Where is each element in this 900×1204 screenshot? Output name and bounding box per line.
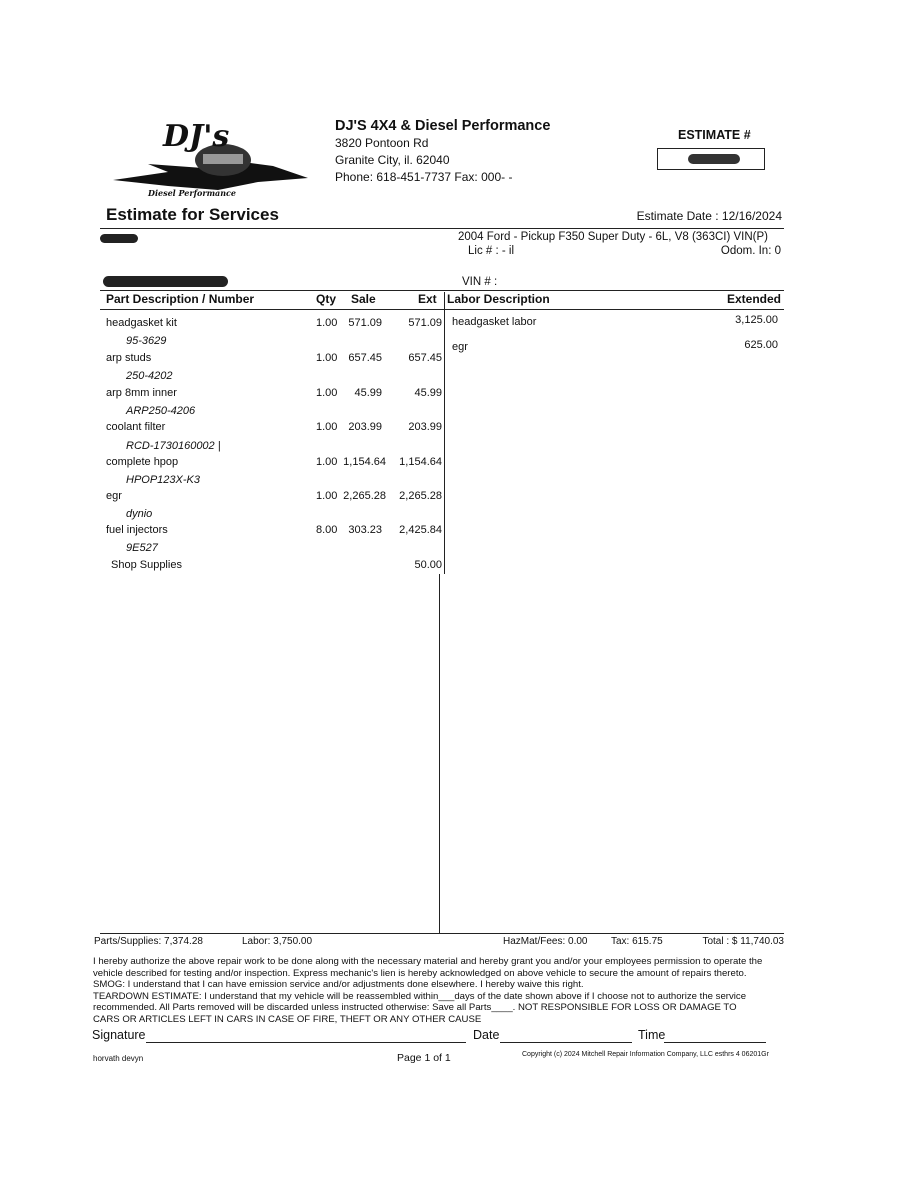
- labor-desc-header: Labor Description: [447, 292, 550, 306]
- company-info: [335, 118, 550, 186]
- labor-row: headgasket labor 3,125.00: [452, 314, 778, 328]
- parts-total: Parts/Supplies: 7,374.28: [94, 936, 203, 947]
- table-row: complete hpop 1.00 1,154.64 1,154.64: [106, 456, 442, 468]
- date-label: Date: [473, 1028, 500, 1042]
- part-number: 250-4202: [126, 370, 173, 382]
- page-number: Page 1 of 1: [397, 1052, 451, 1064]
- company-phone: Phone: 618-451-7737 Fax: 000- -: [335, 170, 513, 184]
- estimate-number-label: ESTIMATE #: [678, 128, 751, 142]
- part-number: 9E527: [126, 542, 158, 554]
- time-line: [664, 1042, 766, 1043]
- date-line: [500, 1042, 632, 1043]
- company-address: 3820 Pontoon Rd: [335, 136, 429, 150]
- document-title: Estimate for Services: [106, 205, 279, 224]
- table-row: arp studs 1.00 657.45 657.45: [106, 352, 442, 364]
- table-bottom-rule: [100, 933, 784, 934]
- grand-total: Total : $ 11,740.03: [702, 936, 784, 947]
- company-name: DJ'S 4X4 & Diesel Performance: [335, 118, 551, 134]
- hazmat-total: HazMat/Fees: 0.00: [503, 936, 588, 947]
- table-row: arp 8mm inner 1.00 45.99 45.99: [106, 387, 442, 399]
- ext-header: Ext: [418, 292, 437, 306]
- column-divider: [444, 292, 445, 574]
- part-number: HPOP123X-K3: [126, 474, 200, 486]
- redaction-mark: [688, 154, 740, 164]
- authorization-text: I hereby authorize the above repair work to be done along with the necessary material and hereby grant you and/or your employees permission to operate the vehicle described for testing and/or inspection. Express mechanic's lien is hereby acknowledged on above vehicle to secure the amount of repairs thereto. SMOG: I understand that I can have emission service and/or adjustments done elsewhere. I hereby waive this right. TEARDOWN ESTIMATE: I understand that my vehicle will be reassembled within___days of the date shown above if I choose not to authorize the service recommended. All Parts removed will be discarded unless instructed otherwise: Save all Parts____. NOT RESPONSIBLE FOR LOSS OR DAMAGE TO CARS OR ARTICLES LEFT IN CARS IN CASE OF FIRE, THEFT OR ANY OTHER CAUSE: [93, 956, 763, 1025]
- table-row: egr 1.00 2,265.28 2,265.28: [106, 490, 442, 502]
- sale-header: Sale: [351, 292, 376, 306]
- part-number: dynio: [126, 508, 153, 520]
- part-number: ARP250-4206: [126, 405, 196, 417]
- labor-ext-header: Extended: [726, 292, 781, 306]
- estimate-number-box: [657, 148, 765, 170]
- table-row: coolant filter 1.00 203.99 203.99: [106, 421, 442, 433]
- shop-logo: [108, 120, 323, 198]
- copyright: Copyright (c) 2024 Mitchell Repair Information Company, LLC esthrs 4 06201Gr: [522, 1051, 769, 1058]
- qty-header: Qty: [316, 292, 337, 306]
- vin-label: VIN # :: [462, 276, 498, 288]
- column-divider: [439, 574, 440, 934]
- table-row: headgasket kit 1.00 571.09 571.09: [106, 317, 442, 329]
- odometer: Odom. In: 0: [720, 245, 781, 257]
- parts-desc-header: Part Description / Number: [106, 292, 255, 306]
- vehicle-info: [458, 230, 781, 258]
- labor-total: Labor: 3,750.00: [242, 936, 313, 947]
- part-number: RCD-1730160002 |: [126, 440, 221, 452]
- redaction-mark: [100, 234, 138, 243]
- tax-total: Tax: 615.75: [611, 936, 663, 947]
- logo-subtext: Diesel Performance: [148, 188, 237, 198]
- time-label: Time: [638, 1028, 666, 1042]
- license-plate: Lic # : - il: [468, 245, 515, 257]
- labor-row: egr 625.00: [452, 339, 778, 353]
- table-row: Shop Supplies 50.00: [111, 559, 442, 571]
- vehicle-description: 2004 Ford - Pickup F350 Super Duty - 6L, V8 (363CI) VIN(P): [458, 231, 768, 243]
- company-city: Granite City, il. 62040: [335, 153, 450, 167]
- header-bottom-rule: [100, 309, 784, 310]
- footer-writer: horvath devyn: [93, 1054, 144, 1063]
- estimate-date: Estimate Date : 12/16/2024: [636, 209, 782, 223]
- header-rule: [100, 228, 784, 229]
- part-number: 95-3629: [126, 335, 167, 347]
- table-row: fuel injectors 8.00 303.23 2,425.84: [106, 524, 442, 536]
- signature-label: Signature: [92, 1028, 146, 1042]
- logo-text: DJ's: [163, 120, 230, 154]
- signature-line: [146, 1042, 466, 1043]
- redaction-mark: [103, 276, 228, 287]
- table-top-rule: [100, 290, 784, 291]
